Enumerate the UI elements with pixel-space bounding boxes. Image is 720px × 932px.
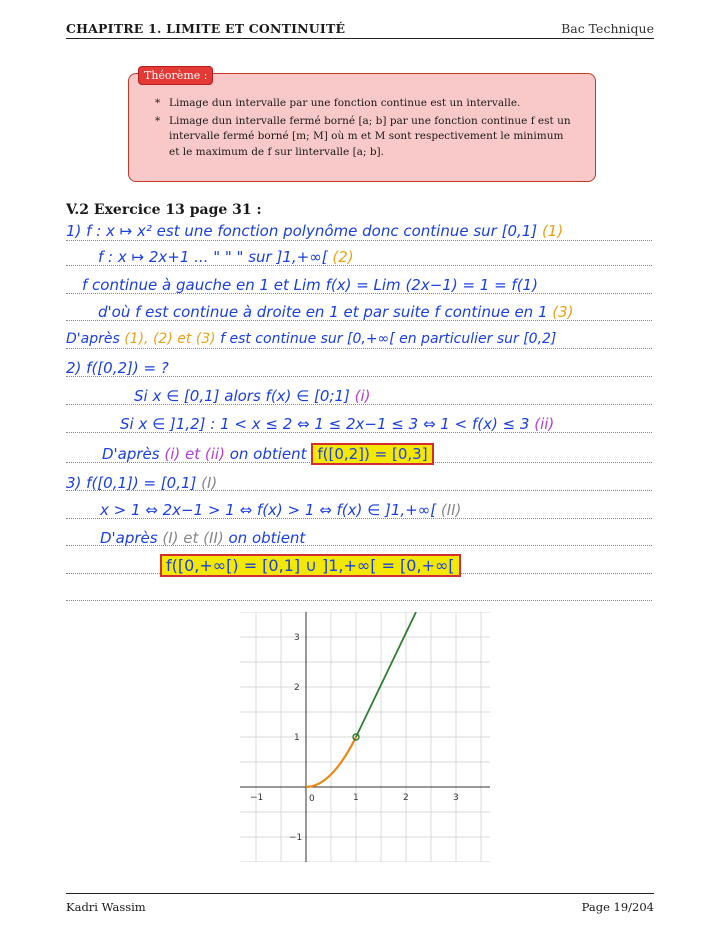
hw-line-12: D'après (I) et (II) on obtient: [100, 529, 306, 547]
hw-line-1: 1) f : x ↦ x² est une fonction polynôme donc continue sur [0,1] (1): [66, 222, 564, 240]
x-tick-label: −1: [250, 793, 264, 803]
page-header: [66, 20, 654, 39]
graph-grid: [240, 612, 490, 862]
hw-line-11: x > 1 ⇔ 2x−1 > 1 ⇔ f(x) > 1 ⇔ f(x) ∈ ]1,+∞[ (II): [100, 501, 462, 519]
hw-line-9: D'après (i) et (ii) on obtient f([0,2]) = [0,3]: [102, 445, 434, 463]
dotted-line: [66, 600, 652, 601]
x-tick-label: 2: [403, 793, 409, 803]
chapter-title: CHAPITRE 1. LIMITE ET CONTINUITÉ: [66, 21, 346, 36]
footer-author: Kadri Wassim: [66, 900, 146, 914]
theorem-item: * Limage dun intervalle fermé borné [a; b] par une fonction continue f est un intervalle fermé borné [m; M] où m et M sont respectivement le minimum et le maximum de f sur lintervalle [a; b].: [155, 114, 577, 161]
hw-line-10: 3) f([0,1]) = [0,1] (I): [66, 474, 218, 492]
function-graph: [240, 612, 490, 862]
dotted-line: [66, 240, 652, 241]
y-tick-label: 1: [294, 733, 300, 743]
result-box-2: f([0,+∞[) = [0,1] ∪ ]1,+∞[ = [0,+∞[: [160, 554, 461, 577]
x-tick-label: 1: [353, 793, 359, 803]
theorem-item: * Limage dun intervalle par une fonction continue est un intervalle.: [155, 96, 577, 112]
linear-curve: [356, 612, 416, 737]
x-tick-label: 0: [309, 794, 315, 804]
x-tick-label: 3: [453, 793, 459, 803]
theorem-box: [128, 73, 596, 182]
hw-line-7: Si x ∈ [0,1] alors f(x) ∈ [0;1] (i): [134, 387, 371, 405]
y-tick-label: −1: [289, 833, 303, 843]
dotted-line: [66, 348, 652, 349]
page-footer: [66, 893, 654, 914]
hw-line-4: d'où f est continue à droite en 1 et par suite f continue en 1 (3): [98, 303, 574, 321]
header-right: Bac Technique: [561, 21, 654, 36]
hw-line-13: [160, 556, 461, 575]
hw-line-2: f : x ↦ 2x+1 ... " " " sur ]1,+∞[ (2): [98, 248, 354, 266]
theorem-title: Théorème :: [138, 66, 213, 85]
hw-line-6: 2) f([0,2]) = ?: [66, 359, 169, 377]
footer-page: Page 19/204: [581, 900, 654, 914]
hw-line-3: f continue à gauche en 1 et Lim f(x) = Lim (2x−1) = 1 = f(1): [82, 276, 538, 294]
y-tick-label: 3: [294, 633, 300, 643]
hw-line-5: D'après (1), (2) et (3) f est continue sur [0,+∞[ en particulier sur [0,2]: [66, 331, 557, 347]
y-tick-label: 2: [294, 683, 300, 693]
hw-line-8: Si x ∈ ]1,2] : 1 < x ≤ 2 ⇔ 1 ≤ 2x−1 ≤ 3 ⇔ 1 < f(x) ≤ 3 (ii): [120, 415, 555, 433]
section-title: V.2 Exercice 13 page 31 :: [66, 202, 262, 218]
result-box-1: f([0,2]) = [0,3]: [311, 443, 433, 465]
